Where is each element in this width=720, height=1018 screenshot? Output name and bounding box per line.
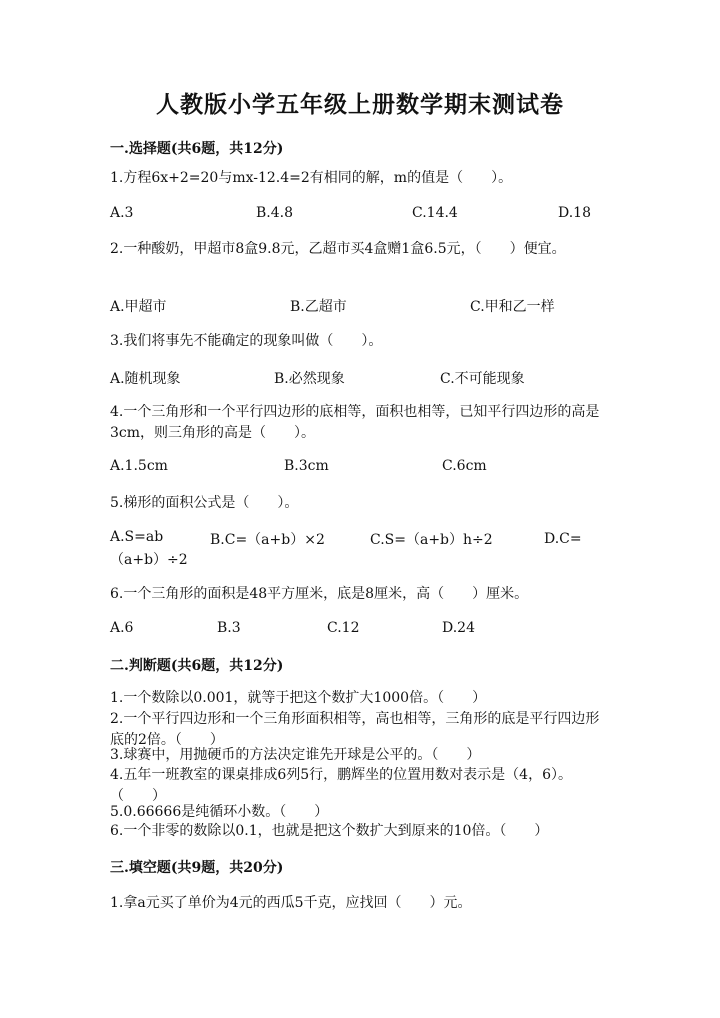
section-heading-judge: 二.判断题(共6题，共12分) [110, 658, 284, 674]
statement-text: 1.一个数除以0.001，就等于把这个数扩大1000倍。（ ） [110, 690, 487, 706]
question-text: 6.一个三角形的面积是48平方厘米，底是8厘米，高（ ）厘米。 [110, 586, 529, 602]
option-b: B.3 [217, 620, 241, 636]
option-a: A.S=ab [110, 529, 164, 545]
section-heading-choice: 一.选择题(共6题，共12分) [110, 141, 284, 157]
option-b: B.乙超市 [290, 299, 347, 315]
statement-text: 2.一个平行四边形和一个三角形面积相等，高也相等，三角形的底是平行四边形底的2倍。（ ） [110, 711, 600, 748]
question-text: 3.我们将事先不能确定的现象叫做（ ）。 [110, 333, 383, 349]
option-a: A.6 [110, 620, 134, 636]
section-heading-fill: 三.填空题(共9题，共20分) [110, 860, 284, 876]
question-text: 4.一个三角形和一个平行四边形的底相等，面积也相等，已知平行四边形的高是3cm，则三角形的高是（ ）。 [110, 404, 600, 441]
question-text: 2.一种酸奶，甲超市8盒9.8元，乙超市买4盒赠1盒6.5元，（ ）便宜。 [110, 241, 566, 257]
option-a: A.甲超市 [110, 299, 167, 315]
option-b: B.必然现象 [274, 371, 345, 387]
option-c: C.甲和乙一样 [470, 299, 555, 315]
option-c: C.不可能现象 [440, 371, 525, 387]
option-c: C.6cm [442, 458, 487, 474]
statement-text: 4.五年一班教室的课桌排成6列5行，鹏辉坐的位置用数对表示是（4，6）。（ ） [110, 767, 572, 804]
question-text: 1.拿a元买了单价为4元的西瓜5千克，应找回（ ）元。 [110, 895, 472, 911]
option-c: C.14.4 [412, 205, 458, 221]
option-c: C.S=（a+b）h÷2 [370, 532, 493, 548]
option-d: D.C=（a+b）÷2 [110, 531, 582, 568]
option-b: B.4.8 [256, 205, 294, 221]
statement-text: 3.球赛中，用抛硬币的方法决定谁先开球是公平的。（ ） [110, 747, 481, 763]
option-c: C.12 [327, 620, 360, 636]
option-b: B.3cm [284, 458, 329, 474]
option-d: D.24 [442, 620, 475, 636]
statement-text: 6.一个非零的数除以0.1，也就是把这个数扩大到原来的10倍。（ ） [110, 823, 549, 839]
option-d: D.18 [558, 205, 591, 221]
option-a: A.3 [110, 205, 134, 221]
option-a: A.1.5cm [110, 458, 168, 474]
option-b: B.C=（a+b）×2 [210, 532, 325, 548]
option-a: A.随机现象 [110, 371, 181, 387]
page-title: 人教版小学五年级上册数学期末测试卷 [156, 91, 564, 118]
question-text: 5.梯形的面积公式是（ ）。 [110, 495, 299, 511]
statement-text: 5.0.66666是纯循环小数。（ ） [110, 804, 329, 820]
question-text: 1.方程6x+2=20与mx-12.4=2有相同的解，m的值是（ ）。 [110, 170, 513, 186]
